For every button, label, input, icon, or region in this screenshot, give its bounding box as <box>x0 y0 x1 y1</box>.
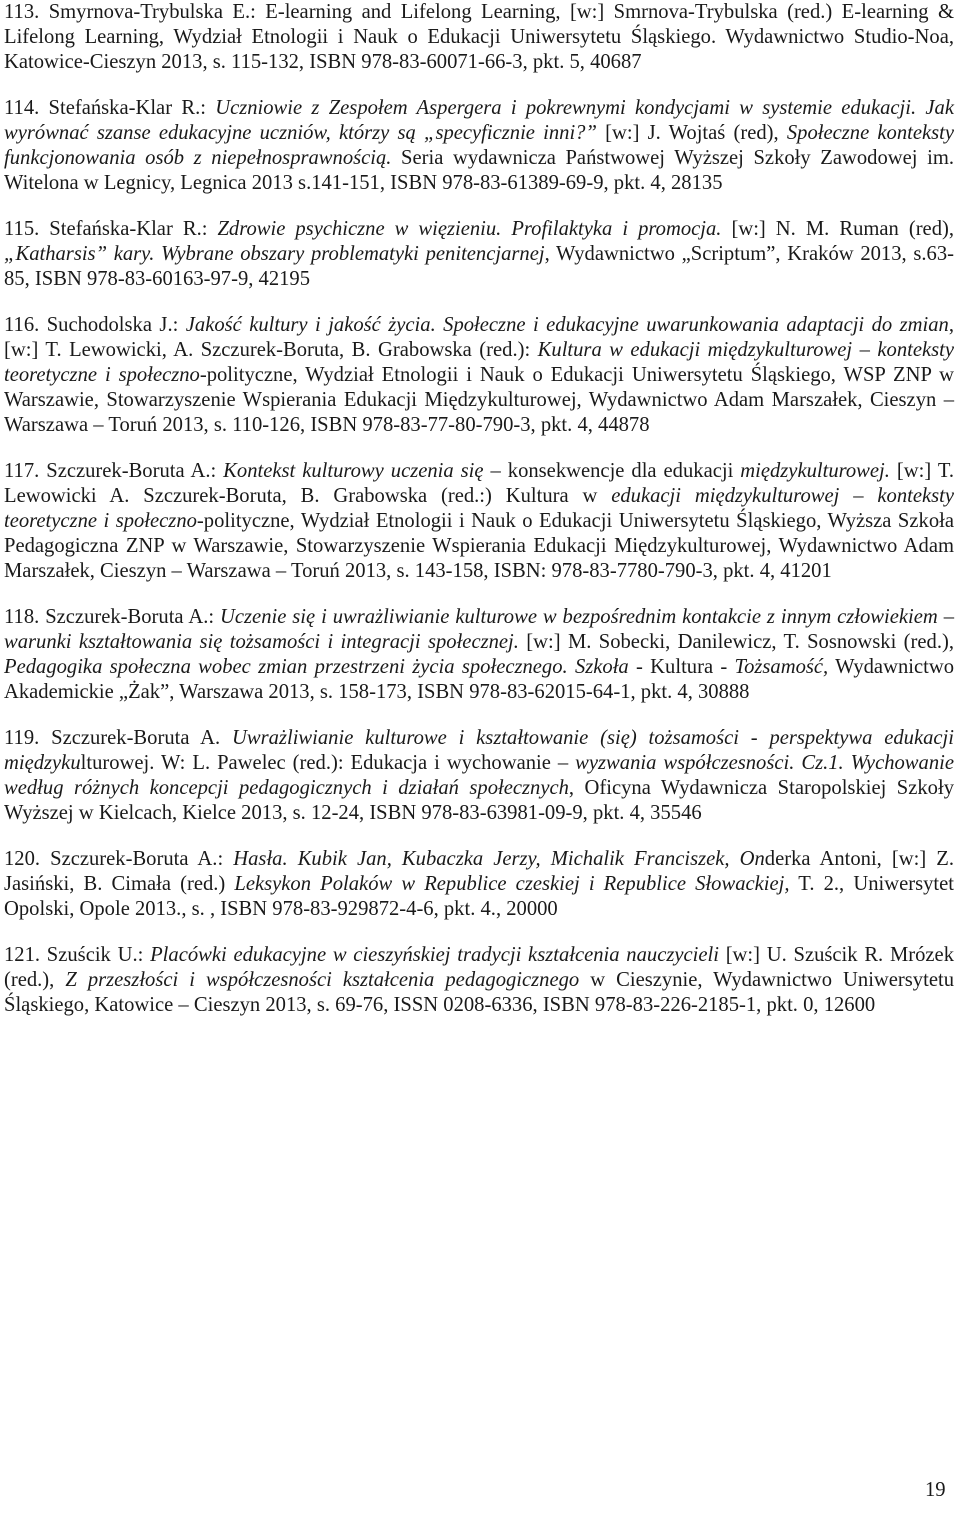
entry-text: [w:] J. Wojtaś (red), <box>596 122 787 144</box>
entry-text: [w:] U. Szuścik R. Mrózek (red.), <box>4 944 954 991</box>
bibliography-entry-119 <box>4 726 954 826</box>
entry-text: polityczne, Wydział Etnologii i Nauk o Edukacji Uniwersytetu Śląskiego, Wyższa Szkoła Pedagogiczna ZNP w Warszawie, Stowarzyszenie Wspierania Edukacji Międzykulturowej, Wydawnictwo Adam Marszałek, Cieszyn – Warszawa – Toruń 2013, s. 143-158, ISBN: 978-83-7780-790-3, pkt. 4, 41201 <box>4 510 954 582</box>
entry-text: [w:] M. Sobecki, Danilewicz, T. Sosnowski (red.), <box>518 631 954 653</box>
entry-text: lturowej. W: L. Pawelec (red.): Edukacja i wychowanie – <box>80 752 576 774</box>
entry-title: Kultura w edukacji międzykulturowej – konteksty teoretyczne i społeczno- <box>4 339 954 386</box>
page-number: 19 <box>925 1479 946 1501</box>
entry-text: – konsekwencje dla edukacji <box>483 460 741 482</box>
bibliography-entry-121 <box>4 943 954 1018</box>
bibliography-entry-118 <box>4 605 954 705</box>
entry-text: 117. Szczurek-Boruta A.: <box>4 460 224 482</box>
entry-text: [w:] N. M. Ruman (red), <box>721 218 955 240</box>
entry-text: 119. Szczurek-Boruta A. <box>4 727 233 749</box>
entry-text: Wydawnictwo Akademickie „Żak”, Warszawa 2013, s. 158-173, ISBN 978-83-62015-64-1, pkt. 4, 30888 <box>4 656 954 703</box>
entry-title: Placówki edukacyjne w cieszyńskiej tradycji kształcenia nauczycieli <box>150 944 719 966</box>
bibliography-entry-114 <box>4 96 954 196</box>
entry-text: polityczne, Wydział Etnologii i Nauk o Edukacji Uniwersytetu Śląskiego, WSP ZNP w Warszawie, Stowarzyszenie Wspierania Edukacji Międzykulturowej, Wydawnictwo Adam Marszałek, Cieszyn – Warszawa – Toruń 2013, s. 110-126, ISBN 978-83-77-80-790-3, pkt. 4, 44878 <box>4 364 954 436</box>
entry-text: 118. Szczurek-Boruta A.: <box>4 606 221 628</box>
entry-text: derka Antoni, [w:] Z. Jasiński, B. Cimała (red.) <box>4 848 955 895</box>
entry-title: Uczenie się i uwrażliwianie kulturowe w bezpośrednim kontakcie z innym człowiekiem – warunki kształtowania się tożsamości i integracji społecznej. <box>4 606 954 653</box>
entry-text: T. 2., Uniwersytet Opolski, Opole 2013., s. , ISBN 978-83-929872-4-6, pkt. 4., 20000 <box>4 873 954 920</box>
entry-title: międzykulturowej. <box>740 460 890 482</box>
entry-title: Z przeszłości i współczesności kształcenia pedagogicznego <box>65 969 580 991</box>
entry-title: Uczniowie z Zespołem Aspergera i pokrewnymi kondycjami w systemie edukacji. Jak wyrównać szanse edukacyjne uczniów, którzy są „specyficznie inni?” <box>4 97 954 144</box>
entry-text: , Oficyna Wydawnicza Staropolskiej Szkoły Wyższej w Kielcach, Kielce 2013, s. 12-24, ISBN 978-83-63981-09-9, pkt. 4, 35546 <box>4 777 954 824</box>
entry-title: edukacji międzykulturowej – konteksty teoretyczne i społeczno- <box>4 485 954 532</box>
entry-text: 115. Stefańska-Klar R.: <box>4 218 218 240</box>
bibliography-entry-120 <box>4 847 954 922</box>
entry-title: Społeczne konteksty funkcjonowania osób z niepełnosprawnością. <box>4 122 955 169</box>
entry-text: , [w:] T. Lewowicki, A. Szczurek-Boruta, B. Grabowska (red.): <box>4 314 954 361</box>
entry-title: wyzwania współczesności. Cz.1. Wychowanie według różnych koncepcji pedagogicznych i działań społecznych <box>4 752 954 799</box>
entry-title: „Katharsis” kary. Wybrane obszary problematyki penitencjarnej <box>4 243 545 265</box>
entry-title: Jakość kultury i jakość życia. Społeczne i edukacyjne uwarunkowania adaptacji do zmian <box>185 314 949 336</box>
entry-text: 114. Stefańska-Klar R.: <box>4 97 216 119</box>
entry-title: Zdrowie psychiczne w więzieniu. Profilaktyka i promocja. <box>217 218 722 240</box>
entry-text: 113. Smyrnova-Trybulska E.: E-learning and Lifelong Learning, [w:] Smrnova-Trybulska (red.) E-learning & Lifelong Learning, Wydział Etnologii i Nauk o Edukacji Uniwersytetu Śląskiego. Wydawnictwo Studio-Noa, Katowice-Cieszyn 2013, s. 115-132, ISBN 978-83-60071-66-3, pkt. 5, 40687 <box>4 1 954 73</box>
bibliography-entry-115 <box>4 217 954 292</box>
entry-text: w Cieszynie, Wydawnictwo Uniwersytetu Śląskiego, Katowice – Cieszyn 2013, s. 69-76, ISSN 0208-6336, ISBN 978-83-226-2185-1, pkt. 0, 12600 <box>4 969 954 1016</box>
entry-text: 116. Suchodolska J.: <box>4 314 186 336</box>
entry-title: Hasła. Kubik Jan, Kubaczka Jerzy, Michalik Franciszek, On <box>233 848 765 870</box>
bibliography-entry-116 <box>4 313 954 438</box>
entry-title: Kontekst kulturowy uczenia się <box>223 460 484 482</box>
entry-title: Pedagogika społeczna wobec zmian przestrzeni życia społecznego. Szkoła <box>4 656 629 678</box>
entry-title: Leksykon Polaków w Republice czeskiej i Republice Słowackiej, <box>234 873 790 895</box>
entry-text: , Wydawnictwo „Scriptum”, Kraków 2013, s.63-85, ISBN 978-83-60163-97-9, 42195 <box>4 243 954 290</box>
entry-title: Tożsamość, <box>734 656 829 678</box>
entry-text: [w:] T. Lewowicki A. Szczurek-Boruta, B. Grabowska (red.:) Kultura w <box>4 460 955 507</box>
bibliography-entry-113 <box>4 0 954 75</box>
entry-text: Seria wydawnicza Państwowej Wyższej Szkoły Zawodowej im. Witelona w Legnicy, Legnica 2013 s.141-151, ISBN 978-83-61389-69-9, pkt. 4, 28135 <box>4 147 954 194</box>
entry-text: 120. Szczurek-Boruta A.: <box>4 848 234 870</box>
bibliography-entry-117 <box>4 459 954 584</box>
bibliography-page <box>4 0 954 1039</box>
entry-text: 121. Szuścik U.: <box>4 944 151 966</box>
entry-title: Uwrażliwianie kulturowe i kształtowanie (się) tożsamości - perspektywa edukacji międzyku <box>4 727 954 774</box>
entry-text: - Kultura - <box>628 656 735 678</box>
